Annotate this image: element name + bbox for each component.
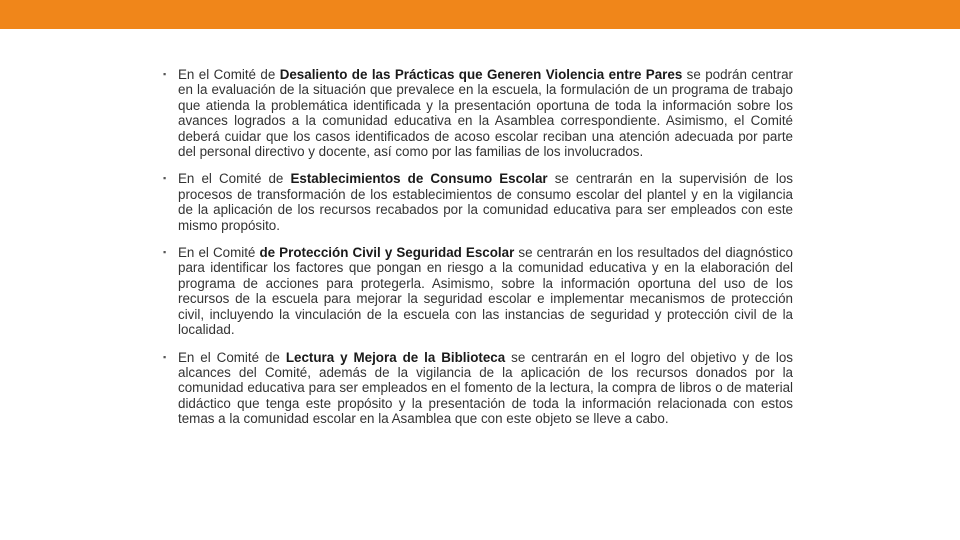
list-item-consumo-escolar xyxy=(163,171,793,233)
item-text-bold: Lectura y Mejora de la Biblioteca xyxy=(285,349,506,365)
list-item-proteccion-civil xyxy=(163,245,793,337)
bullet-icon: ▪ xyxy=(163,69,167,79)
item-text-post: se centrarán en el logro del objetivo y de los alcances del Comité, además de la vigilancia de la aplicación de los recursos donados por la comunidad educativa para ser empleados en el fomento de la lectura, la compra de libros o de material didáctico que tenga este propósito y la presentación de toda la información relacionada con estos temas a la comunidad escolar en la Asamblea que con este objeto se lleve a cabo. xyxy=(178,349,793,427)
bullet-icon: ▪ xyxy=(163,351,167,362)
item-text-pre: En el Comité xyxy=(178,245,260,261)
item-text-bold: Desaliento de las Prácticas que Generen Violencia entre Pares xyxy=(279,67,683,82)
item-text-bold: de Protección Civil y Seguridad Escolar xyxy=(259,245,515,261)
item-text-pre: En el Comité de xyxy=(178,171,291,187)
bullet-icon: ▪ xyxy=(163,247,167,258)
item-text-bold: Establecimientos de Consumo Escolar xyxy=(290,171,548,187)
item-text-pre: En el Comité de xyxy=(178,67,280,82)
item-text-pre: En el Comité de xyxy=(178,349,286,365)
item-text-post: se podrán centrar en la evaluación de la situación que prevalece en la escuela, la formulación de un programa de trabajo que atienda la problemática identificada y la presentación oportuna de toda la información sobre los avances logrados a la comunidad educativa en la Asamblea correspondiente. Asimismo, el Comité deberá cuidar que los casos identificados de acoso escolar reciban una atención adecuada por parte del personal directivo y docente, así como por las familias de los involucrados. xyxy=(178,67,793,160)
item-text-post: se centrarán en la supervisión de los procesos de transformación de los establecimientos de consumo escolar del plantel y en la vigilancia de la aplicación de los recursos recabados por la comunidad educativa para ser empleados con este mismo propósito. xyxy=(178,171,793,233)
list-item-lectura-biblioteca xyxy=(163,350,793,427)
bullet-icon: ▪ xyxy=(163,173,167,184)
item-text-post: se centrarán en los resultados del diagnóstico para identificar los factores que pongan en riesgo a la comunidad educativa y en la elaboración del programa de acciones para protegerla. Asimismo, sobre la información oportuna del uso de los recursos de la escuela para mejorar la seguridad escolar e implementar mecanismos de protección civil, incluyendo la vinculación de la escuela con las instancias de seguridad y protección civil de la localidad. xyxy=(178,245,793,338)
list-item-desaliento-violencia xyxy=(163,67,793,159)
bullet-list xyxy=(163,67,793,427)
top-accent-bar xyxy=(0,0,960,29)
